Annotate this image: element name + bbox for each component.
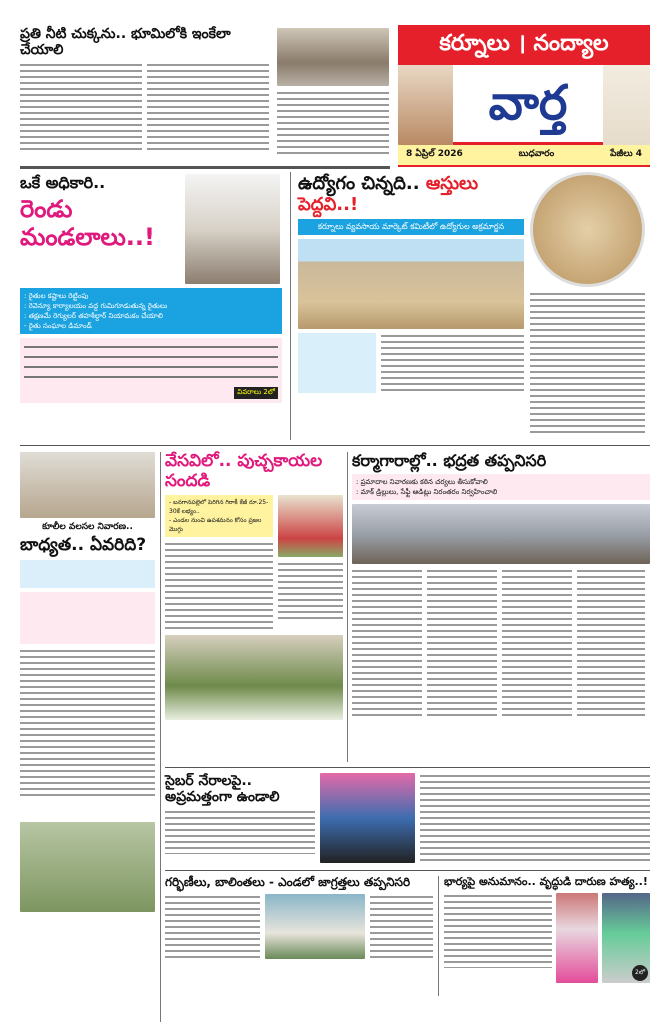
labour-body xyxy=(20,648,155,798)
watermelon-photo xyxy=(165,635,343,720)
factory-bullets xyxy=(352,474,650,500)
bullet: - రైతు సంఘాల డిమాండ్ xyxy=(24,322,92,330)
masthead-city: కర్నూలు । నంద్యాల xyxy=(398,25,650,65)
cyber-headline: సైబర్ నేరాలపై.. అప్రమత్తంగా ఉండాలి xyxy=(165,773,280,806)
market-body xyxy=(298,333,376,393)
medical-camp-photo xyxy=(265,894,365,959)
market-body xyxy=(381,333,524,393)
pregnant-body xyxy=(370,894,433,959)
factory-headline: కర్మాగారాల్లో.. భద్రత తప్పనిసరి xyxy=(352,451,547,470)
cyber-body xyxy=(420,773,650,863)
market-subhead: కర్నూలు వ్యవసాయ మార్కెట్ కమిటీలో ఉద్యోగుల అక్రమార్జన xyxy=(298,219,524,235)
bullet: : ప్రమాదాల నివారణకు కఠిన చర్యలు తీసుకోవాలి xyxy=(356,478,488,487)
pregnant-body xyxy=(165,894,260,959)
factory-body xyxy=(352,568,422,718)
mandals-headline: రెండు మండలాలు..! xyxy=(20,195,155,251)
divider xyxy=(165,870,650,871)
pregnant-story xyxy=(165,876,433,959)
divider xyxy=(20,445,650,446)
top-story-headline: ప్రతి నీటి చుక్కను.. భూమిలోకి ఇంకేలా చేయాలి xyxy=(20,26,231,59)
top-story-side xyxy=(277,28,389,156)
divider xyxy=(438,876,439,996)
issue-date: 8 ఏప్రిల్ 2026 xyxy=(406,149,463,159)
market-body xyxy=(530,291,645,436)
bullet: : రెవెన్యూ కార్యాలయం వద్ద గుమిగూడుతున్న రైతులు xyxy=(24,302,168,310)
market-side xyxy=(530,172,648,436)
divider xyxy=(165,767,650,768)
labour-summary-box xyxy=(20,592,155,644)
issue-day: బుధవారం xyxy=(518,149,555,159)
top-story-body xyxy=(20,62,142,152)
labour-headline: బాధ్యత.. ఏవరిది? xyxy=(20,535,147,556)
date-bar xyxy=(398,145,650,167)
cyber-body xyxy=(165,809,315,854)
labour-kicker: కూలీల వలసల నివారణ.. xyxy=(42,522,133,532)
masthead-name: వార్త xyxy=(453,65,603,145)
watermelon-headline: వేసవిలో.. పుచ్చకాయల సందడి xyxy=(165,451,323,491)
watermelon-story xyxy=(165,452,343,720)
factory-meeting-photo xyxy=(352,504,650,564)
factory-body xyxy=(502,568,572,718)
factory-body xyxy=(577,568,645,718)
office-photo xyxy=(185,174,280,284)
more-details-badge[interactable]: వివరాలు 2లో xyxy=(234,387,278,399)
bullet: - బనగానపల్లెలో పెరిగిన గిరాకీ కేజీ రూ.25-30కే లభ్యం.. xyxy=(169,499,269,516)
mandals-summary-box xyxy=(20,338,282,403)
photo-badge: 2లో xyxy=(632,965,648,981)
murder-body xyxy=(444,893,552,968)
accused-photo xyxy=(602,893,650,983)
labour-photo xyxy=(20,452,155,518)
market-story xyxy=(298,174,524,393)
mandals-bullets xyxy=(20,288,282,334)
meeting-photo xyxy=(277,28,389,86)
factory-body xyxy=(427,568,497,718)
juice-stall-photo xyxy=(278,495,343,557)
watermelon-body xyxy=(278,561,343,621)
bullet: : రైతుల కష్టాలు రెట్టింపు xyxy=(24,292,89,300)
watermelon-body xyxy=(165,541,273,631)
divider xyxy=(20,166,390,169)
bullet: : తక్షణమే రెగ్యులర్ తహశీల్దార్ నియామకం చేయాలి xyxy=(24,312,163,320)
labour-bullets xyxy=(20,560,155,588)
factory-story xyxy=(352,452,650,718)
fort-photo xyxy=(398,65,453,145)
top-story-body xyxy=(277,90,389,156)
pregnant-headline: గర్భిణీలు, బాలింతలు - ఎండలో జాగ్రత్తలు తప్పనిసరి xyxy=(165,875,411,889)
page-number: పేజీలు 4 xyxy=(610,149,642,159)
cyber-event-photo xyxy=(320,773,415,863)
market-headline: ఉద్యోగం చిన్నది.. ఆస్తులు పెద్దవి..! xyxy=(298,173,479,215)
top-story xyxy=(20,26,270,152)
murder-headline: భార్యపై అనుమానం.. వృద్ధుడి దారుణ హత్య..! xyxy=(444,875,648,888)
divider xyxy=(160,452,161,1022)
cyber-story xyxy=(165,773,650,863)
labour-story xyxy=(20,452,155,912)
bullet: - ఎండల నుంచి ఉపశమనం కోసం ప్రజల మొగ్గు xyxy=(169,517,262,534)
murder-story xyxy=(444,876,650,983)
divider xyxy=(347,452,348,762)
victim-photo xyxy=(556,893,598,983)
mandals-story xyxy=(20,174,282,403)
divider xyxy=(290,172,291,440)
masthead xyxy=(398,25,650,167)
nandi-photo xyxy=(603,65,650,145)
bullet: : మాక్ డ్రిల్లులు, సేఫ్టీ ఆడిట్లు నిరంతరం నిర్వహించాలి xyxy=(356,488,498,497)
mandals-kicker: ఒకే అధికారి.. xyxy=(20,173,106,192)
field-photo xyxy=(20,822,155,912)
watermelon-bullets xyxy=(165,495,273,537)
market-yard-photo xyxy=(298,239,524,329)
top-story-body xyxy=(147,62,269,152)
money-illustration xyxy=(530,172,645,287)
